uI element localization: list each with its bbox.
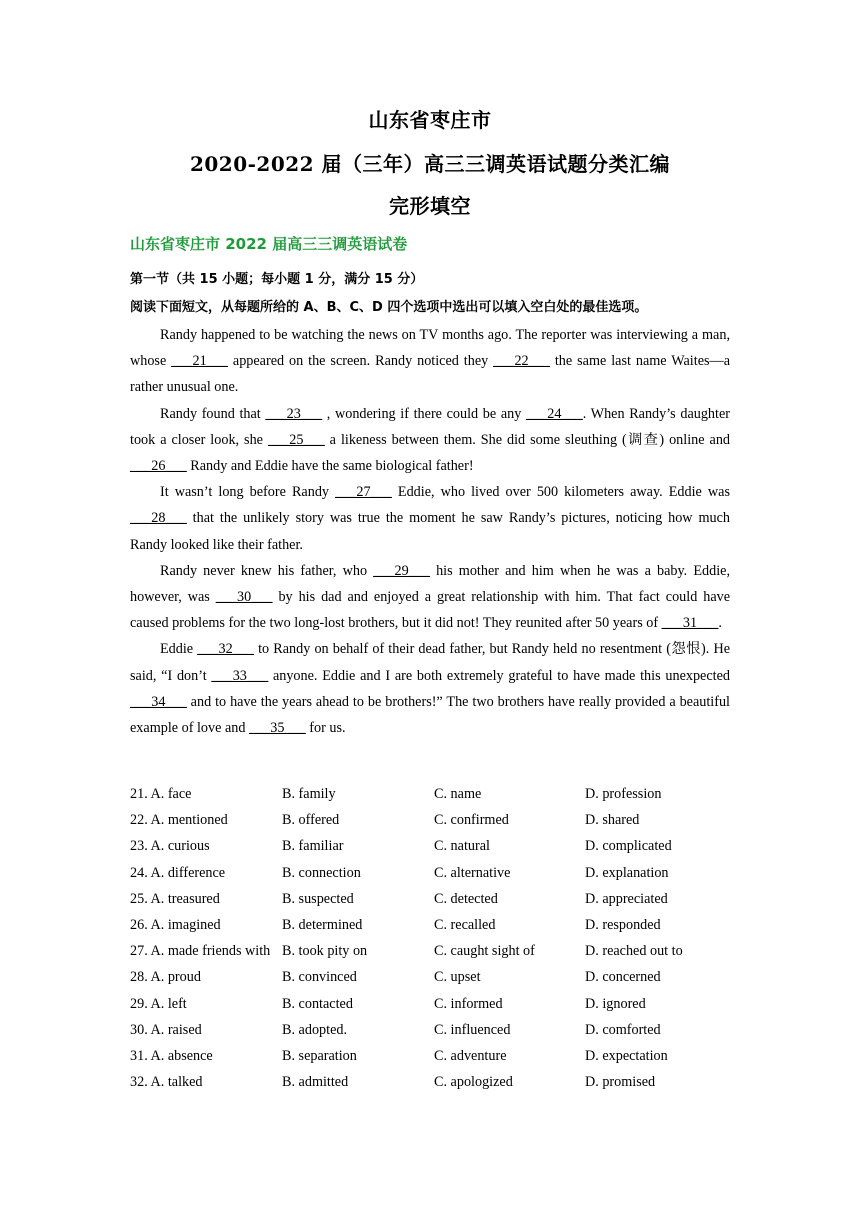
- option-a: 32. A. talked: [130, 1074, 203, 1091]
- part-instruction: 第一节（共 15 小题；每小题 1 分，满分 15 分）: [130, 272, 424, 287]
- option-b: B. separation: [282, 1047, 357, 1064]
- option-d: D. appreciated: [585, 890, 668, 907]
- blank-30: ___30___: [215, 589, 273, 606]
- blank-32: ___32___: [197, 641, 254, 658]
- paragraph-4: [130, 558, 730, 637]
- option-d: D. comforted: [585, 1021, 661, 1038]
- option-b: B. took pity on: [282, 943, 368, 960]
- paragraph-5: [130, 636, 730, 741]
- blank-31: ___31___: [661, 615, 719, 632]
- option-d: D. complicated: [585, 838, 672, 855]
- option-b: B. convinced: [282, 969, 357, 986]
- option-c: C. confirmed: [434, 812, 509, 829]
- options-row-22: [130, 807, 750, 833]
- options-row-28: [130, 964, 750, 990]
- option-d: D. explanation: [585, 864, 669, 881]
- blank-34: ___34___: [130, 693, 187, 710]
- passage-text: and to have the years ahead to be brothers!” The two brothers have really provided a beautiful example of love and: [130, 693, 730, 737]
- blank-29: ___29___: [373, 562, 430, 579]
- passage-text: , wondering if there could be any: [322, 405, 526, 422]
- option-c: C. adventure: [434, 1047, 507, 1064]
- options-row-32: [130, 1069, 750, 1095]
- passage-text: Randy happened to be watching the news on TV months ago. The reporter was interviewing a man, whose: [130, 327, 730, 370]
- passage-text: It wasn’t long before Randy: [160, 484, 336, 501]
- option-d: D. reached out to: [585, 943, 683, 960]
- options-row-25: [130, 886, 750, 912]
- option-a: 27. A. made friends with: [130, 943, 271, 960]
- options-list: [130, 781, 750, 1095]
- passage-text: by his dad and enjoyed a great relationship with him. That fact could have caused problems for the two long-lost brothers, but it did not! They reunited after 50 years of: [130, 589, 731, 632]
- section-heading: 山东省枣庄市 2022 届高三三调英语试卷: [130, 235, 408, 253]
- options-row-30: [130, 1017, 750, 1043]
- passage-text: anyone. Eddie and I are both extremely grateful to have made this unexpected: [268, 667, 730, 684]
- option-d: D. expectation: [585, 1047, 668, 1064]
- passage-text: . When Randy’s daughter took a closer look, she: [130, 405, 730, 448]
- option-b: B. contacted: [282, 995, 353, 1012]
- options-row-24: [130, 860, 750, 886]
- option-a: 28. A. proud: [130, 969, 201, 986]
- blank-24: ___24___: [525, 405, 583, 422]
- paragraph-3: [130, 479, 730, 558]
- passage-text: Eddie, who lived over 500 kilometers away. Eddie was: [391, 484, 730, 501]
- option-a: 29. A. left: [130, 995, 187, 1012]
- option-c: C. natural: [434, 838, 490, 855]
- option-b: B. suspected: [282, 890, 354, 907]
- blank-27: ___27___: [335, 484, 392, 501]
- option-d: D. shared: [585, 812, 640, 829]
- passage-text: his mother and him when he was a baby. Eddie, however, was: [130, 562, 730, 606]
- doc-title-region: 山东省枣庄市: [368, 108, 492, 132]
- option-a: 26. A. imagined: [130, 916, 221, 933]
- options-row-21: [130, 781, 750, 807]
- options-row-31: [130, 1043, 750, 1069]
- passage-text: to Randy on behalf of their dead father, but Randy held no resentment (怨恨). He said, “I don’t: [130, 641, 731, 684]
- option-a: 22. A. mentioned: [130, 812, 228, 829]
- blank-21: ___21___: [171, 353, 228, 370]
- blank-23: ___23___: [265, 405, 323, 422]
- option-d: D. responded: [585, 916, 661, 933]
- option-a: 25. A. treasured: [130, 890, 220, 907]
- options-row-23: [130, 833, 750, 859]
- passage-text: Randy never knew his father, who: [160, 562, 374, 579]
- option-a: 24. A. difference: [130, 864, 226, 881]
- doc-title-topic: 完形填空: [389, 194, 471, 218]
- option-a: 23. A. curious: [130, 838, 210, 855]
- option-b: B. offered: [282, 812, 340, 829]
- blank-22: ___22___: [493, 353, 550, 370]
- option-b: B. family: [282, 786, 336, 802]
- options-row-27: [130, 938, 750, 964]
- option-d: D. promised: [585, 1074, 656, 1091]
- passage-text: .: [718, 615, 722, 632]
- blank-25: ___25___: [267, 431, 325, 448]
- option-a: 21. A. face: [130, 786, 192, 802]
- cloze-passage: [130, 322, 730, 741]
- options-row-26: [130, 912, 750, 938]
- option-d: D. profession: [585, 786, 662, 802]
- blank-28: ___28___: [130, 510, 187, 527]
- paragraph-2: [130, 401, 730, 480]
- option-d: D. concerned: [585, 969, 661, 986]
- option-c: C. alternative: [434, 864, 511, 881]
- options-row-29: [130, 991, 750, 1017]
- option-c: C. detected: [434, 890, 498, 907]
- passage-text: the same last name Waites—a rather unusual one.: [130, 353, 730, 396]
- option-b: B. familiar: [282, 838, 344, 855]
- passage-text: Randy and Eddie have the same biological father!: [186, 458, 474, 475]
- blank-35: ___35___: [248, 720, 306, 737]
- paragraph-1: [130, 322, 730, 401]
- option-b: B. determined: [282, 916, 363, 933]
- option-c: C. informed: [434, 995, 503, 1012]
- passage-text: Eddie: [160, 641, 198, 658]
- option-c: C. name: [434, 786, 482, 802]
- passage-text: a likeness between them. She did some sleuthing (调查) online and: [324, 431, 731, 448]
- blank-26: ___26___: [130, 458, 187, 475]
- option-a: 31. A. absence: [130, 1047, 213, 1064]
- option-d: D. ignored: [585, 995, 646, 1012]
- option-c: C. recalled: [434, 916, 496, 933]
- option-c: C. influenced: [434, 1021, 511, 1038]
- option-c: C. caught sight of: [434, 943, 535, 960]
- option-b: B. connection: [282, 864, 361, 881]
- passage-text: that the unlikely story was true the moment he saw Randy’s pictures, noticing how much Randy looked like their father.: [130, 510, 730, 553]
- doc-title-collection: 2020-2022 届（三年）高三三调英语试题分类汇编: [189, 152, 671, 176]
- blank-33: ___33___: [211, 667, 269, 684]
- passage-text: Randy found that: [160, 405, 266, 422]
- option-b: B. admitted: [282, 1074, 349, 1091]
- passage-text: for us.: [305, 720, 346, 737]
- passage-text: appeared on the screen. Randy noticed they: [227, 353, 494, 370]
- option-a: 30. A. raised: [130, 1021, 202, 1038]
- option-c: C. upset: [434, 969, 481, 986]
- option-b: B. adopted.: [282, 1021, 348, 1038]
- option-c: C. apologized: [434, 1074, 513, 1091]
- direction-instruction: 阅读下面短文，从每题所给的 A、B、C、D 四个选项中选出可以填入空白处的最佳选项。: [130, 300, 648, 315]
